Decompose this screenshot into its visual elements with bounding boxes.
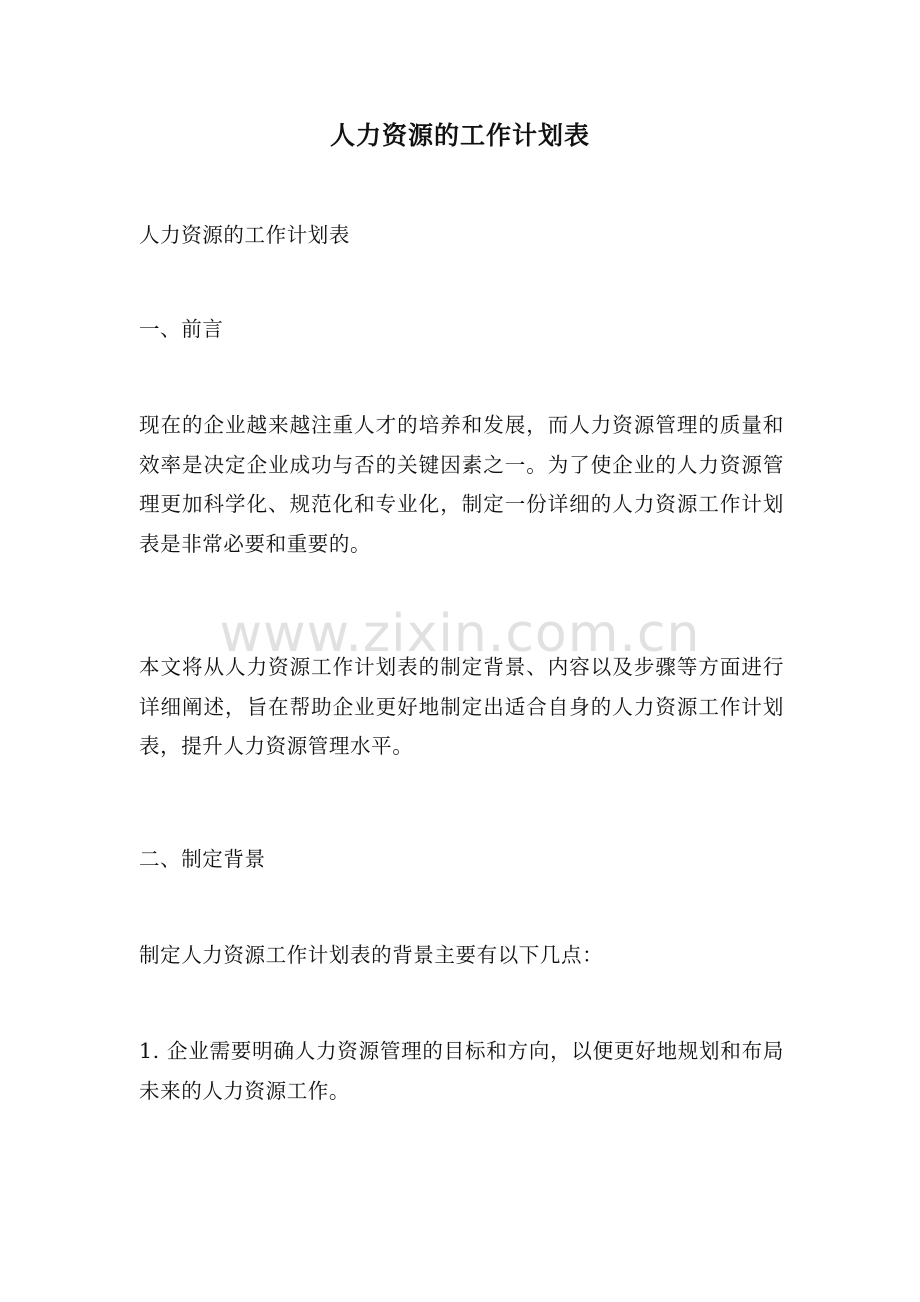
paragraph: 现在的企业越来越注重人才的培养和发展，而人力资源管理的质量和效率是决定企业成功与否的关键因素之一。为了使企业的人力资源管理更加科学化、规范化和专业化，制定一份详细的人力资源工作计划表是非常必要和重要的。 bbox=[139, 413, 784, 556]
section-heading-preface: 一、前言 bbox=[139, 317, 224, 341]
section-heading-background: 二、制定背景 bbox=[139, 847, 266, 871]
document-title: 人力资源的工作计划表 bbox=[329, 121, 590, 150]
document-subtitle: 人力资源的工作计划表 bbox=[139, 223, 350, 247]
watermark: www.zixin.com.cn bbox=[219, 604, 701, 664]
paragraph: 本文将从人力资源工作计划表的制定背景、内容以及步骤等方面进行详细阐述，旨在帮助企业更好地制定出适合自身的人力资源工作计划表，提升人力资源管理水平。 bbox=[139, 655, 784, 758]
paragraph: 制定人力资源工作计划表的背景主要有以下几点： bbox=[139, 943, 604, 967]
list-item: 1. 企业需要明确人力资源管理的目标和方向，以便更好地规划和布局未来的人力资源工作。 bbox=[139, 1039, 784, 1103]
